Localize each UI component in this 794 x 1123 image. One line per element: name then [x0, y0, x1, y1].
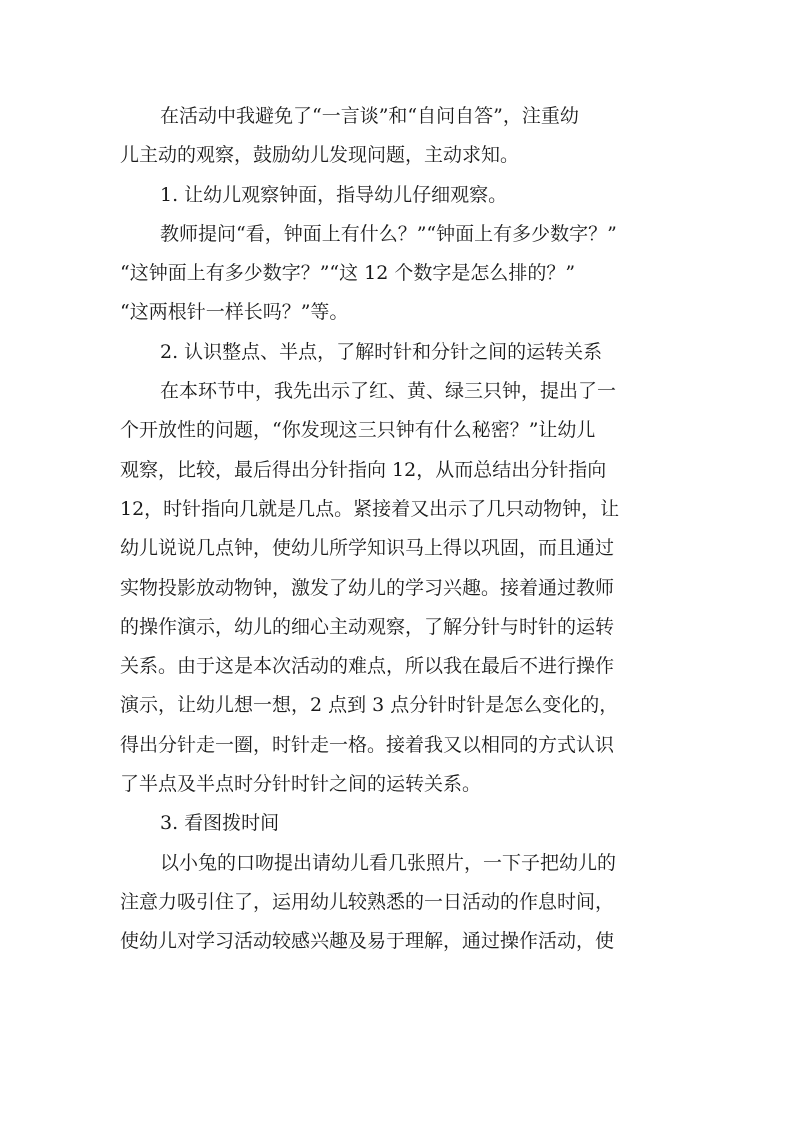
- paragraph-line: 在活动中我避免了“一言谈”和“自问自答”，注重幼: [160, 105, 579, 127]
- paragraph-line: 儿主动的观察，鼓励幼儿发现问题，主动求知。: [120, 144, 520, 167]
- paragraph-line: 注意力吸引住了，运用幼儿较熟悉的一日活动的作息时间，: [120, 890, 615, 913]
- paragraph-line: “这两根针一样长吗？”等。: [120, 301, 349, 324]
- paragraph-line: 个开放性的问题，“你发现这三只钟有什么秘密？”让幼儿: [120, 419, 596, 442]
- document-body: [120, 97, 680, 962]
- list-item-heading: 2. 认识整点、半点，了解时针和分针之间的运转关系: [160, 340, 603, 363]
- paragraph-line: 关系。由于这是本次活动的难点，所以我在最后不进行操作: [120, 655, 615, 678]
- paragraph-line: 的操作演示，幼儿的细心主动观察，了解分针与时针的运转: [120, 615, 615, 638]
- paragraph-line: 使幼儿对学习活动较感兴趣及易于理解，通过操作活动，使: [120, 930, 615, 953]
- paragraph-line: “这钟面上有多少数字？”“这 12 个数字是怎么排的？”: [120, 262, 576, 285]
- paragraph-line: 以小兔的口吻提出请幼儿看几张照片，一下子把幼儿的: [160, 851, 617, 874]
- paragraph-line: 了半点及半点时分针时针之间的运转关系。: [120, 773, 482, 796]
- paragraph-line: 得出分针走一圈，时针走一格。接着我又以相同的方式认识: [120, 733, 615, 756]
- paragraph-line: 实物投影放动物钟，激发了幼儿的学习兴趣。接着通过教师: [120, 576, 615, 599]
- list-item-heading: 1. 让幼儿观察钟面，指导幼儿仔细观察。: [160, 183, 508, 206]
- paragraph-line: 在本环节中，我先出示了红、黄、绿三只钟，提出了一: [160, 380, 617, 403]
- list-item-heading: 3. 看图拨时间: [160, 812, 280, 835]
- paragraph-line: 教师提问“看，钟面上有什么？”“钟面上有多少数字？”: [160, 222, 617, 245]
- paragraph-line: 12，时针指向几就是几点。紧接着又出示了几只动物钟，让: [120, 497, 620, 520]
- paragraph-line: 演示，让幼儿想一想，2 点到 3 点分针时针是怎么变化的，: [120, 694, 619, 717]
- paragraph-line: 幼儿说说几点钟，使幼儿所学知识马上得以巩固，而且通过: [120, 537, 615, 560]
- paragraph-line: 观察，比较，最后得出分针指向 12，从而总结出分针指向: [120, 458, 607, 481]
